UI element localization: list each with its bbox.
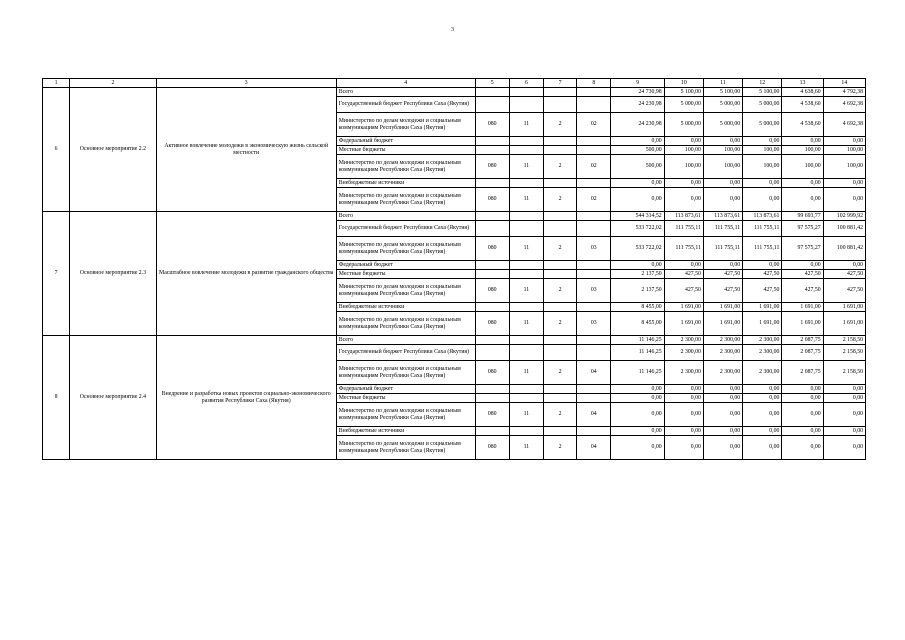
- code-cell-c8: 03: [577, 312, 611, 336]
- code-cell-c5: [475, 336, 509, 345]
- amount-cell: 0,00: [703, 403, 742, 427]
- amount-cell: 0,00: [743, 394, 782, 403]
- code-cell-c8: 04: [577, 361, 611, 385]
- amount-cell: 0,00: [823, 137, 865, 146]
- funding-source: Всего: [336, 336, 475, 345]
- amount-cell: 100 881,42: [823, 221, 865, 237]
- amount-cell: 111 755,11: [703, 221, 742, 237]
- amount-cell: 100,00: [823, 155, 865, 179]
- amount-cell: 0,00: [743, 179, 782, 188]
- code-cell-c6: [509, 97, 543, 113]
- funding-source: Федеральный бюджет: [336, 261, 475, 270]
- amount-cell: 100,00: [782, 146, 823, 155]
- amount-cell: 0,00: [743, 403, 782, 427]
- amount-cell: 500,00: [611, 155, 664, 179]
- amount-cell: 5 100,00: [743, 88, 782, 97]
- funding-source: Всего: [336, 88, 475, 97]
- code-cell-c7: [544, 97, 577, 113]
- amount-cell: 544 314,52: [611, 212, 664, 221]
- code-cell-c7: 2: [544, 155, 577, 179]
- amount-cell: 1 691,00: [782, 312, 823, 336]
- amount-cell: 427,50: [823, 270, 865, 279]
- funding-source: Федеральный бюджет: [336, 385, 475, 394]
- code-cell-c7: [544, 385, 577, 394]
- amount-cell: 0,00: [664, 385, 703, 394]
- amount-cell: 99 693,77: [782, 212, 823, 221]
- code-cell-c6: [509, 261, 543, 270]
- amount-cell: 2 300,00: [743, 345, 782, 361]
- amount-cell: 427,50: [823, 279, 865, 303]
- amount-cell: 0,00: [664, 427, 703, 436]
- code-cell-c5: [475, 137, 509, 146]
- header-cell-6: 6: [509, 79, 543, 88]
- code-cell-c6: 11: [509, 237, 543, 261]
- funding-source: Местные бюджеты: [336, 394, 475, 403]
- amount-cell: 0,00: [782, 403, 823, 427]
- funding-source: Министерство по делам молодежи и социальным коммуникациям Республики Саха (Якутия): [336, 113, 475, 137]
- code-cell-c5: [475, 212, 509, 221]
- amount-cell: 102 999,92: [823, 212, 865, 221]
- code-cell-c6: [509, 137, 543, 146]
- amount-cell: 4 792,38: [823, 88, 865, 97]
- amount-cell: 0,00: [664, 179, 703, 188]
- header-row: [43, 79, 866, 88]
- code-cell-c6: [509, 88, 543, 97]
- code-cell-c7: [544, 221, 577, 237]
- amount-cell: 2 300,00: [703, 336, 742, 345]
- funding-source: Федеральный бюджет: [336, 137, 475, 146]
- amount-cell: 2 158,50: [823, 336, 865, 345]
- amount-cell: 100,00: [664, 146, 703, 155]
- code-cell-c6: 11: [509, 436, 543, 460]
- code-cell-c7: [544, 212, 577, 221]
- amount-cell: 2 300,00: [743, 336, 782, 345]
- event-title: Активное вовлечение молодежи в экономическую жизнь сельской местности: [156, 88, 336, 212]
- row-number: 8: [43, 336, 70, 460]
- amount-cell: 0,00: [782, 427, 823, 436]
- row-number: 6: [43, 88, 70, 212]
- page-number: 3: [451, 27, 454, 33]
- amount-cell: 5 000,00: [743, 97, 782, 113]
- header-cell-3: 3: [156, 79, 336, 88]
- code-cell-c8: [577, 303, 611, 312]
- code-cell-c7: [544, 394, 577, 403]
- amount-cell: 2 087,75: [782, 345, 823, 361]
- code-cell-c5: [475, 97, 509, 113]
- code-cell-c8: [577, 179, 611, 188]
- code-cell-c5: [475, 146, 509, 155]
- code-cell-c8: 03: [577, 237, 611, 261]
- code-cell-c7: 2: [544, 312, 577, 336]
- amount-cell: 1 691,00: [664, 312, 703, 336]
- amount-cell: 8 455,00: [611, 303, 664, 312]
- funding-source: Внебюджетные источники: [336, 427, 475, 436]
- code-cell-c7: [544, 270, 577, 279]
- header-cell-7: 7: [544, 79, 577, 88]
- amount-cell: 1 691,00: [743, 303, 782, 312]
- amount-cell: 0,00: [611, 179, 664, 188]
- amount-cell: 2 300,00: [664, 361, 703, 385]
- amount-cell: 24 230,98: [611, 113, 664, 137]
- code-cell-c5: 080: [475, 361, 509, 385]
- code-cell-c8: [577, 385, 611, 394]
- amount-cell: 0,00: [664, 394, 703, 403]
- table-header: [43, 79, 866, 88]
- header-cell-9: 9: [611, 79, 664, 88]
- amount-cell: 0,00: [703, 188, 742, 212]
- amount-cell: 0,00: [823, 385, 865, 394]
- code-cell-c8: [577, 137, 611, 146]
- amount-cell: 0,00: [703, 261, 742, 270]
- code-cell-c8: [577, 345, 611, 361]
- code-cell-c7: 2: [544, 403, 577, 427]
- amount-cell: 2 300,00: [703, 361, 742, 385]
- code-cell-c5: 080: [475, 403, 509, 427]
- code-cell-c5: [475, 427, 509, 436]
- amount-cell: 0,00: [823, 188, 865, 212]
- amount-cell: 0,00: [782, 188, 823, 212]
- funding-source: Министерство по делам молодежи и социальным коммуникациям Республики Саха (Якутия): [336, 403, 475, 427]
- amount-cell: 0,00: [703, 436, 742, 460]
- code-cell-c5: 080: [475, 436, 509, 460]
- amount-cell: 0,00: [823, 261, 865, 270]
- code-cell-c5: [475, 261, 509, 270]
- code-cell-c6: 11: [509, 279, 543, 303]
- code-cell-c6: [509, 179, 543, 188]
- amount-cell: 427,50: [703, 270, 742, 279]
- code-cell-c7: 2: [544, 436, 577, 460]
- code-cell-c5: [475, 385, 509, 394]
- amount-cell: 0,00: [743, 137, 782, 146]
- amount-cell: 0,00: [782, 385, 823, 394]
- amount-cell: 100,00: [782, 155, 823, 179]
- event-title: Внедрение и разработка новых проектов социально-экономического развития Республики Саха (Якутия): [156, 336, 336, 460]
- amount-cell: 0,00: [664, 261, 703, 270]
- amount-cell: 1 691,00: [743, 312, 782, 336]
- amount-cell: 1 691,00: [782, 303, 823, 312]
- code-cell-c7: 2: [544, 361, 577, 385]
- code-cell-c8: [577, 336, 611, 345]
- amount-cell: 533 722,02: [611, 237, 664, 261]
- code-cell-c6: 11: [509, 188, 543, 212]
- amount-cell: 0,00: [703, 385, 742, 394]
- funding-source: Министерство по делам молодежи и социальным коммуникациям Республики Саха (Якутия): [336, 312, 475, 336]
- amount-cell: 4 538,60: [782, 113, 823, 137]
- amount-cell: 0,00: [703, 179, 742, 188]
- funding-source: Всего: [336, 212, 475, 221]
- table-body: [43, 88, 866, 460]
- code-cell-c7: [544, 179, 577, 188]
- amount-cell: 0,00: [664, 436, 703, 460]
- amount-cell: 2 300,00: [743, 361, 782, 385]
- code-cell-c8: [577, 146, 611, 155]
- header-cell-10: 10: [664, 79, 703, 88]
- amount-cell: 0,00: [743, 436, 782, 460]
- amount-cell: 5 000,00: [703, 113, 742, 137]
- amount-cell: 2 300,00: [703, 345, 742, 361]
- code-cell-c7: 2: [544, 113, 577, 137]
- amount-cell: 0,00: [611, 403, 664, 427]
- amount-cell: 0,00: [611, 394, 664, 403]
- funding-source: Министерство по делам молодежи и социальным коммуникациям Республики Саха (Якутия): [336, 361, 475, 385]
- amount-cell: 5 100,00: [664, 88, 703, 97]
- amount-cell: 111 755,11: [743, 221, 782, 237]
- amount-cell: 0,00: [611, 261, 664, 270]
- code-cell-c8: [577, 212, 611, 221]
- code-cell-c7: [544, 88, 577, 97]
- funding-source: Местные бюджеты: [336, 270, 475, 279]
- amount-cell: 4 538,60: [782, 97, 823, 113]
- code-cell-c7: [544, 336, 577, 345]
- code-cell-c6: [509, 385, 543, 394]
- funding-source: Министерство по делам молодежи и социальным коммуникациям Республики Саха (Якутия): [336, 188, 475, 212]
- event-title: Масштабное вовлечение молодежи в развитие гражданского общества: [156, 212, 336, 336]
- amount-cell: 100,00: [703, 146, 742, 155]
- amount-cell: 100,00: [703, 155, 742, 179]
- funding-source: Государственный бюджет Республики Саха (Якутия): [336, 345, 475, 361]
- amount-cell: 5 000,00: [743, 113, 782, 137]
- header-cell-13: 13: [782, 79, 823, 88]
- amount-cell: 0,00: [703, 137, 742, 146]
- amount-cell: 427,50: [664, 279, 703, 303]
- code-cell-c8: 02: [577, 155, 611, 179]
- code-cell-c6: [509, 336, 543, 345]
- amount-cell: 0,00: [703, 427, 742, 436]
- header-cell-5: 5: [475, 79, 509, 88]
- table-row: [43, 88, 866, 97]
- code-cell-c5: 080: [475, 113, 509, 137]
- header-cell-2: 2: [70, 79, 157, 88]
- funding-source: Внебюджетные источники: [336, 179, 475, 188]
- amount-cell: 5 000,00: [703, 97, 742, 113]
- code-cell-c6: [509, 427, 543, 436]
- code-cell-c5: 080: [475, 312, 509, 336]
- amount-cell: 4 692,38: [823, 97, 865, 113]
- header-cell-1: 1: [43, 79, 70, 88]
- funding-source: Государственный бюджет Республики Саха (Якутия): [336, 221, 475, 237]
- amount-cell: 111 755,11: [743, 237, 782, 261]
- code-cell-c6: [509, 146, 543, 155]
- code-cell-c6: [509, 345, 543, 361]
- budget-table: [42, 78, 866, 460]
- table-row: [43, 212, 866, 221]
- code-cell-c7: [544, 345, 577, 361]
- amount-cell: 0,00: [703, 394, 742, 403]
- code-cell-c6: [509, 394, 543, 403]
- amount-cell: 2 300,00: [664, 336, 703, 345]
- amount-cell: 0,00: [611, 385, 664, 394]
- funding-source: Министерство по делам молодежи и социальным коммуникациям Республики Саха (Якутия): [336, 279, 475, 303]
- header-cell-8: 8: [577, 79, 611, 88]
- code-cell-c5: 080: [475, 237, 509, 261]
- code-cell-c6: [509, 270, 543, 279]
- amount-cell: 5 000,00: [664, 113, 703, 137]
- funding-source: Министерство по делам молодежи и социальным коммуникациям Республики Саха (Якутия): [336, 237, 475, 261]
- code-cell-c8: 04: [577, 436, 611, 460]
- amount-cell: 0,00: [823, 179, 865, 188]
- amount-cell: 0,00: [611, 436, 664, 460]
- amount-cell: 1 691,00: [703, 303, 742, 312]
- amount-cell: 2 300,00: [664, 345, 703, 361]
- amount-cell: 0,00: [743, 261, 782, 270]
- event-name: Основное мероприятие 2.2: [70, 88, 157, 212]
- amount-cell: 97 575,27: [782, 237, 823, 261]
- amount-cell: 1 691,00: [823, 312, 865, 336]
- code-cell-c5: [475, 179, 509, 188]
- amount-cell: 2 087,75: [782, 361, 823, 385]
- code-cell-c5: [475, 303, 509, 312]
- amount-cell: 1 691,00: [823, 303, 865, 312]
- amount-cell: 427,50: [782, 279, 823, 303]
- amount-cell: 4 692,38: [823, 113, 865, 137]
- code-cell-c5: 080: [475, 279, 509, 303]
- amount-cell: 427,50: [743, 270, 782, 279]
- code-cell-c5: 080: [475, 155, 509, 179]
- code-cell-c8: [577, 427, 611, 436]
- code-cell-c8: 02: [577, 113, 611, 137]
- amount-cell: 427,50: [743, 279, 782, 303]
- code-cell-c6: [509, 212, 543, 221]
- amount-cell: 2 158,50: [823, 361, 865, 385]
- code-cell-c6: 11: [509, 113, 543, 137]
- amount-cell: 0,00: [782, 394, 823, 403]
- code-cell-c7: [544, 427, 577, 436]
- code-cell-c8: [577, 270, 611, 279]
- code-cell-c8: 02: [577, 188, 611, 212]
- code-cell-c8: 04: [577, 403, 611, 427]
- amount-cell: 24 730,98: [611, 88, 664, 97]
- amount-cell: 427,50: [703, 279, 742, 303]
- code-cell-c7: [544, 146, 577, 155]
- amount-cell: 111 755,11: [664, 221, 703, 237]
- amount-cell: 533 722,02: [611, 221, 664, 237]
- code-cell-c8: 03: [577, 279, 611, 303]
- amount-cell: 100 881,42: [823, 237, 865, 261]
- code-cell-c7: [544, 303, 577, 312]
- amount-cell: 2 087,75: [782, 336, 823, 345]
- amount-cell: 0,00: [611, 137, 664, 146]
- header-cell-12: 12: [743, 79, 782, 88]
- code-cell-c8: [577, 97, 611, 113]
- code-cell-c5: [475, 88, 509, 97]
- funding-source: Местные бюджеты: [336, 146, 475, 155]
- funding-source: Министерство по делам молодежи и социальным коммуникациям Республики Саха (Якутия): [336, 155, 475, 179]
- amount-cell: 0,00: [743, 385, 782, 394]
- amount-cell: 2 137,50: [611, 270, 664, 279]
- amount-cell: 0,00: [782, 261, 823, 270]
- table-row: [43, 336, 866, 345]
- code-cell-c6: 11: [509, 361, 543, 385]
- amount-cell: 0,00: [611, 427, 664, 436]
- amount-cell: 100,00: [823, 146, 865, 155]
- code-cell-c5: [475, 221, 509, 237]
- header-cell-14: 14: [823, 79, 865, 88]
- amount-cell: 11 146,25: [611, 345, 664, 361]
- code-cell-c6: 11: [509, 312, 543, 336]
- amount-cell: 100,00: [743, 146, 782, 155]
- amount-cell: 2 158,50: [823, 345, 865, 361]
- amount-cell: 111 755,11: [664, 237, 703, 261]
- amount-cell: 0,00: [823, 427, 865, 436]
- amount-cell: 500,00: [611, 146, 664, 155]
- code-cell-c6: [509, 303, 543, 312]
- funding-source: Внебюджетные источники: [336, 303, 475, 312]
- row-number: 7: [43, 212, 70, 336]
- amount-cell: 0,00: [823, 436, 865, 460]
- code-cell-c6: [509, 221, 543, 237]
- amount-cell: 427,50: [664, 270, 703, 279]
- amount-cell: 1 691,00: [703, 312, 742, 336]
- amount-cell: 4 638,60: [782, 88, 823, 97]
- amount-cell: 5 100,00: [703, 88, 742, 97]
- amount-cell: 0,00: [743, 188, 782, 212]
- code-cell-c8: [577, 221, 611, 237]
- event-name: Основное мероприятие 2.3: [70, 212, 157, 336]
- event-name: Основное мероприятие 2.4: [70, 336, 157, 460]
- amount-cell: 0,00: [823, 394, 865, 403]
- amount-cell: 2 137,50: [611, 279, 664, 303]
- amount-cell: 113 873,61: [703, 212, 742, 221]
- funding-source: Государственный бюджет Республики Саха (Якутия): [336, 97, 475, 113]
- code-cell-c5: [475, 270, 509, 279]
- funding-source: Министерство по делам молодежи и социальным коммуникациям Республики Саха (Якутия): [336, 436, 475, 460]
- code-cell-c7: [544, 137, 577, 146]
- code-cell-c7: 2: [544, 279, 577, 303]
- amount-cell: 1 691,00: [664, 303, 703, 312]
- header-cell-4: 4: [336, 79, 475, 88]
- code-cell-c7: 2: [544, 188, 577, 212]
- amount-cell: 0,00: [782, 137, 823, 146]
- code-cell-c8: [577, 88, 611, 97]
- amount-cell: 5 000,00: [664, 97, 703, 113]
- amount-cell: 100,00: [743, 155, 782, 179]
- code-cell-c6: 11: [509, 403, 543, 427]
- code-cell-c5: 080: [475, 188, 509, 212]
- amount-cell: 11 146,25: [611, 336, 664, 345]
- code-cell-c6: 11: [509, 155, 543, 179]
- code-cell-c8: [577, 261, 611, 270]
- amount-cell: 0,00: [823, 403, 865, 427]
- amount-cell: 11 146,25: [611, 361, 664, 385]
- code-cell-c7: 2: [544, 237, 577, 261]
- amount-cell: 111 755,11: [703, 237, 742, 261]
- amount-cell: 0,00: [664, 403, 703, 427]
- amount-cell: 0,00: [743, 427, 782, 436]
- amount-cell: 427,50: [782, 270, 823, 279]
- code-cell-c5: [475, 394, 509, 403]
- amount-cell: 0,00: [782, 436, 823, 460]
- code-cell-c5: [475, 345, 509, 361]
- amount-cell: 0,00: [664, 137, 703, 146]
- amount-cell: 113 873,61: [743, 212, 782, 221]
- code-cell-c8: [577, 394, 611, 403]
- amount-cell: 0,00: [664, 188, 703, 212]
- code-cell-c7: [544, 261, 577, 270]
- amount-cell: 97 575,27: [782, 221, 823, 237]
- amount-cell: 8 455,00: [611, 312, 664, 336]
- amount-cell: 113 873,61: [664, 212, 703, 221]
- header-cell-11: 11: [703, 79, 742, 88]
- amount-cell: 100,00: [664, 155, 703, 179]
- amount-cell: 0,00: [782, 179, 823, 188]
- amount-cell: 24 230,98: [611, 97, 664, 113]
- amount-cell: 0,00: [611, 188, 664, 212]
